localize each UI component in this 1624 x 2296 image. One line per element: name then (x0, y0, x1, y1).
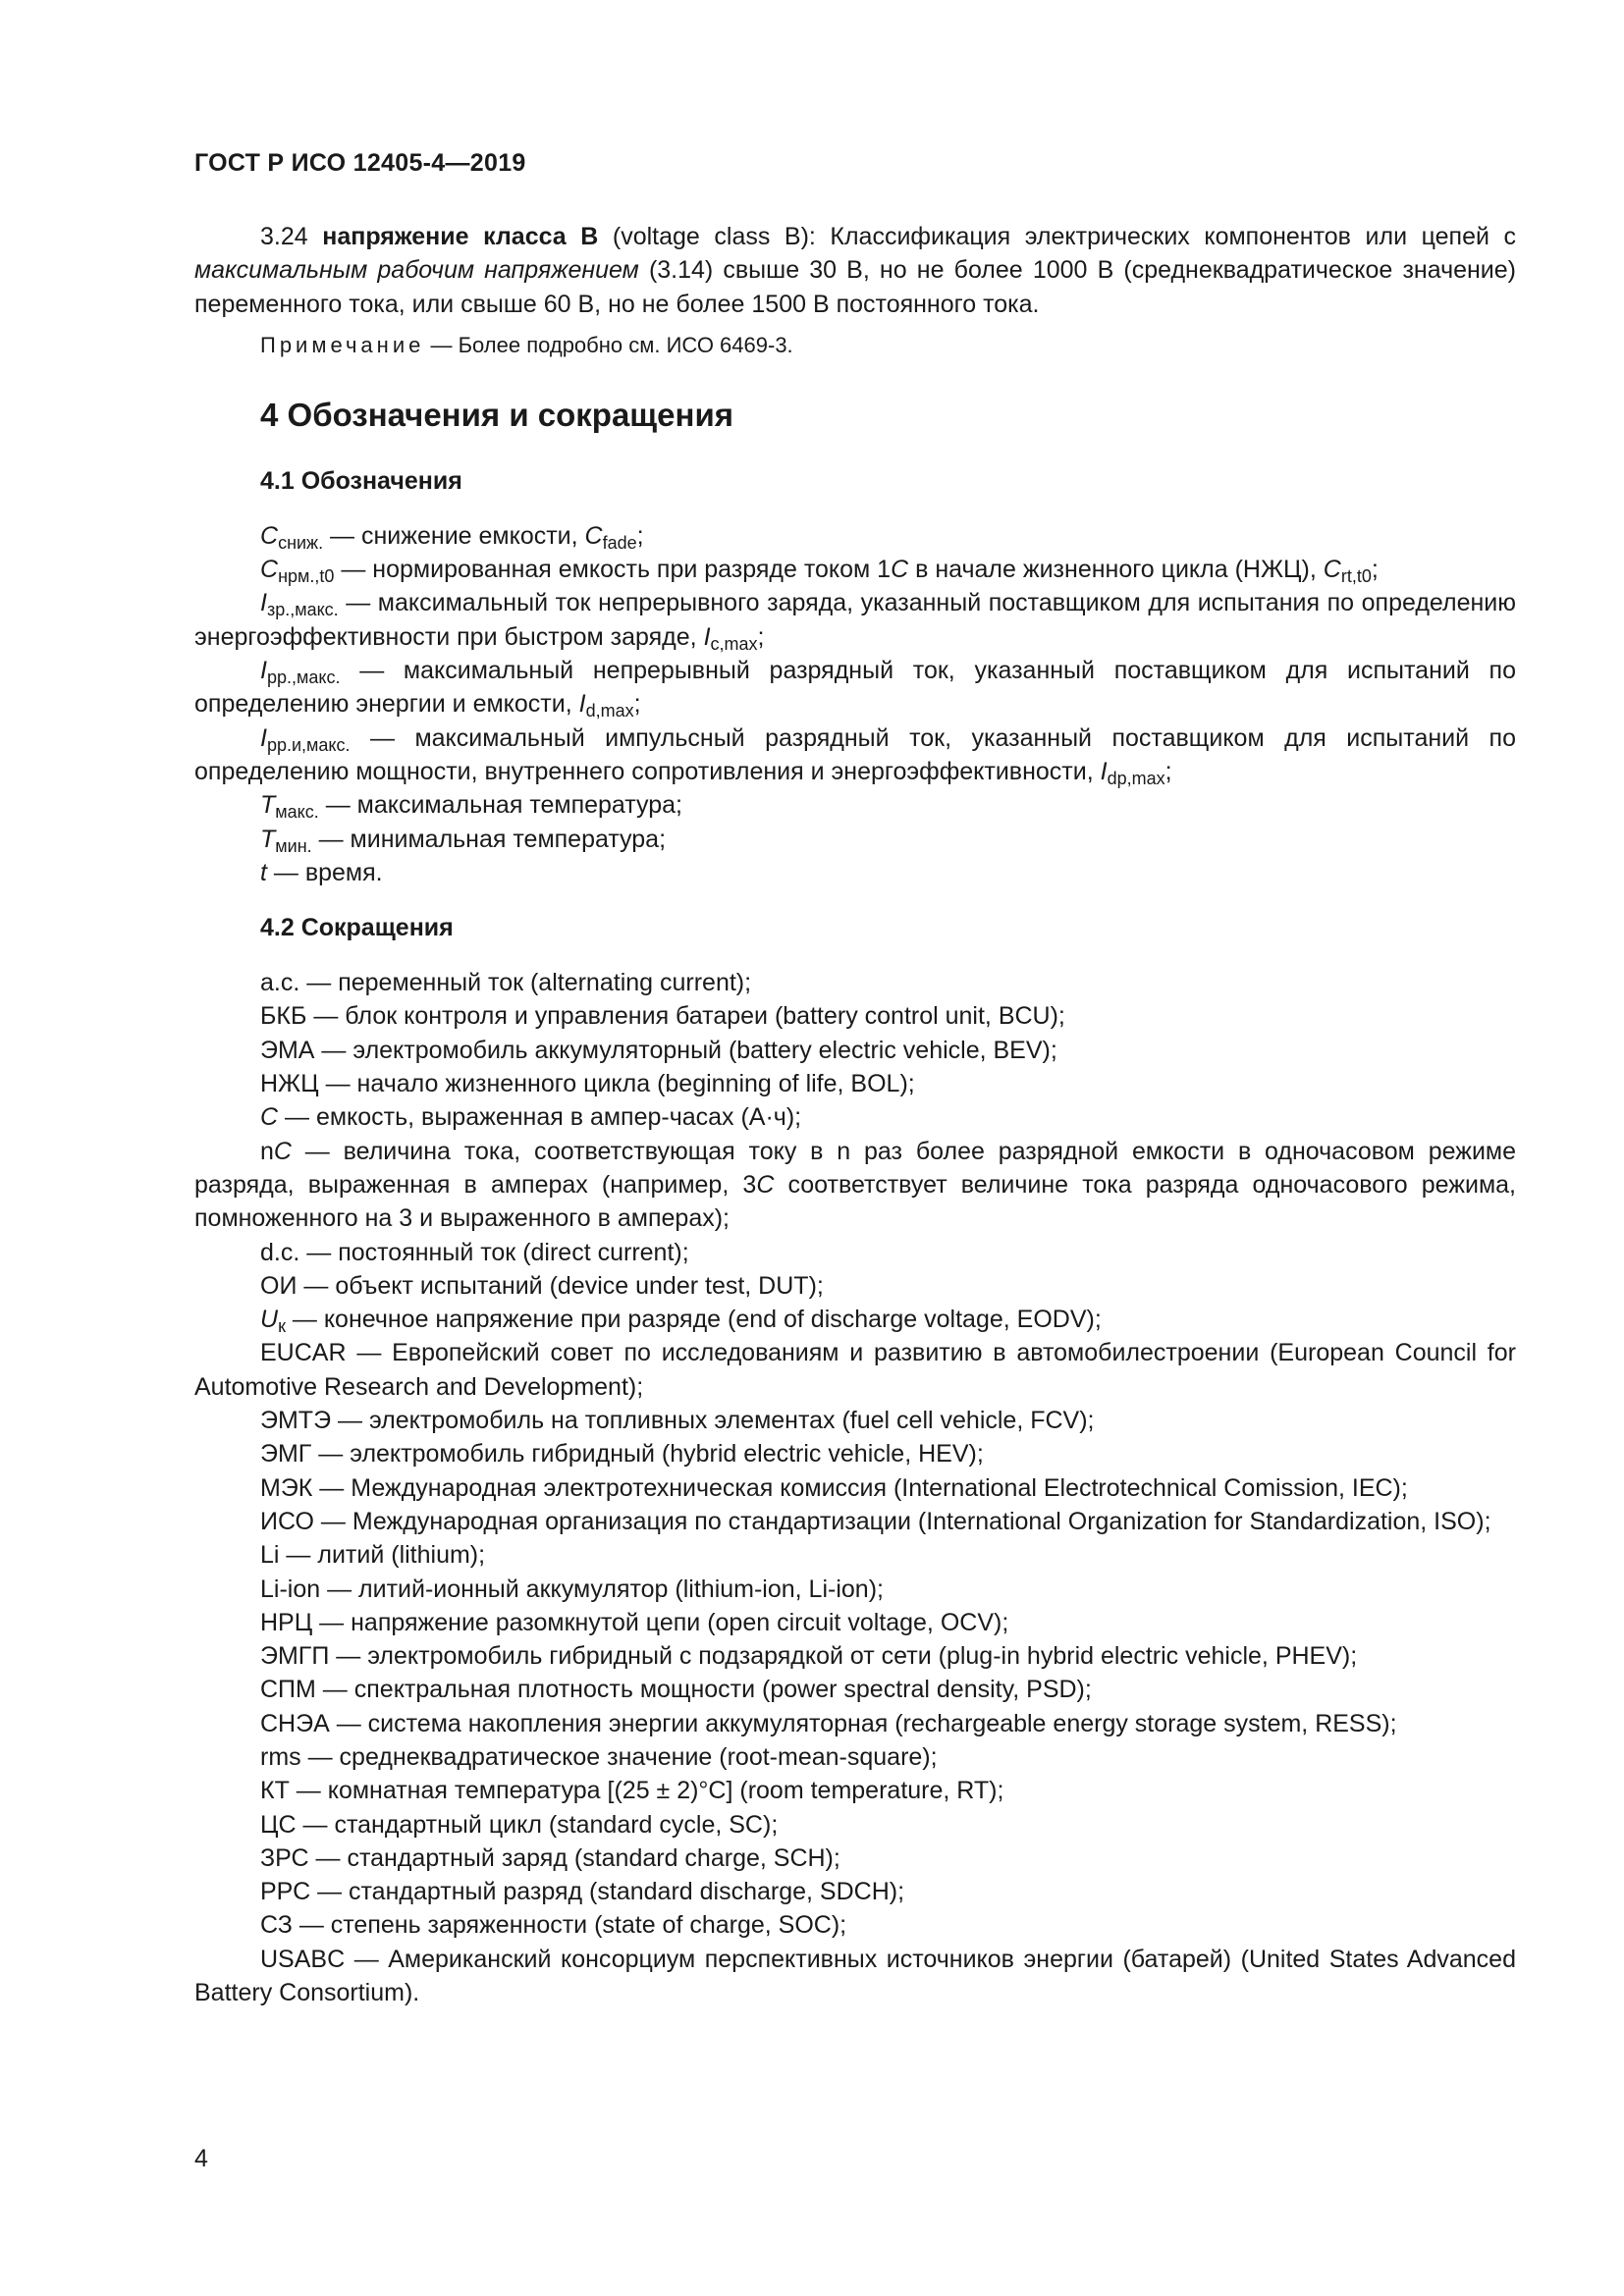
abbreviation-item (194, 1336, 1516, 1404)
symbol-subscript: макс. (275, 802, 319, 823)
abbreviation-item (194, 1303, 1516, 1336)
inline-symbol: C (891, 556, 909, 584)
abbreviation: НЖЦ (260, 1070, 319, 1098)
abbreviation-item (194, 1437, 1516, 1470)
symbol-item (194, 553, 1516, 586)
abbreviation-item (194, 1606, 1516, 1639)
abbreviation: СНЭА (260, 1709, 330, 1737)
abbreviation-definition: — емкость, выраженная в ампер-часах (А·ч); (278, 1103, 802, 1132)
abbreviation: ЗРС (260, 1843, 309, 1872)
clause-term: напряжение класса B (322, 223, 599, 250)
symbol-definition: — максимальный ток непрерывного заряда, указанный поставщиком для испытания по определению энергоэффективности при быстром заряде, (194, 589, 1516, 651)
abbreviation-item (194, 1639, 1516, 1673)
symbol-subscript: рр.,макс. (266, 667, 341, 688)
abbreviation-item (194, 1135, 1516, 1236)
abbreviation-item (194, 1908, 1516, 1942)
symbol: C (260, 556, 279, 584)
abbreviation-definition: — стандартный заряд (standard charge, SCH); (308, 1843, 840, 1872)
symbol-subscript: мин. (275, 835, 312, 856)
abbreviation-item (194, 1067, 1516, 1100)
abbreviation-definition: — комнатная температура [(25 ± 2)°С] (room temperature, RT); (289, 1777, 1004, 1805)
clause-text-1: Классификация электрических компонентов или цепей с (830, 223, 1516, 250)
abbreviation-subscript: к (278, 1316, 286, 1337)
note-text: — Более подробно см. ИСО 6469-3. (430, 332, 793, 357)
abbreviation-item (194, 1034, 1516, 1067)
abbreviation: a.c. (260, 969, 300, 997)
abbreviation-definition: — литий (lithium); (279, 1541, 486, 1570)
symbol-alt-subscript: c,max (710, 633, 758, 654)
abbreviation-item (194, 1673, 1516, 1706)
symbol-item (194, 823, 1516, 856)
abbreviation: ИСО (260, 1507, 314, 1535)
abbreviation-definition: — постоянный ток (direct current); (299, 1238, 689, 1266)
symbol-end: ; (1371, 556, 1379, 584)
symbol-end: ; (636, 521, 644, 550)
abbreviation: ОИ (260, 1271, 298, 1300)
abbreviation-definition: — электромобиль гибридный с подзарядкой от сети (plug-in hybrid electric vehicle, PHEV); (329, 1642, 1358, 1671)
symbol-definition: — максимальная температура; (318, 791, 682, 820)
abbreviation-item (194, 1505, 1516, 1538)
symbols-list (194, 519, 1516, 889)
symbol-subscript: зр.,макс. (266, 600, 339, 620)
symbol-item (194, 721, 1516, 789)
abbreviation: ЭМА (260, 1036, 315, 1064)
abbreviation-item (194, 1471, 1516, 1505)
abbreviation-definition: — стандартный разряд (standard discharge, SDCH); (310, 1878, 905, 1906)
symbol-item (194, 519, 1516, 553)
abbreviation-item (194, 1707, 1516, 1740)
abbreviation-definition: — конечное напряжение при разряде (end of discharge voltage, EODV); (285, 1306, 1102, 1334)
abbreviation-item (194, 1269, 1516, 1303)
abbreviation: rms (260, 1742, 301, 1771)
abbreviation-definition: — блок контроля и управления батареи (battery control unit, BCU); (306, 1002, 1065, 1031)
abbreviation: СЗ (260, 1911, 293, 1940)
symbol-alt: C (584, 521, 603, 550)
abbreviation-definition: — переменный ток (alternating current); (299, 969, 752, 997)
symbol-definition: — нормированная емкость при разряде током 1 (334, 556, 892, 584)
abbreviation: Li (260, 1541, 280, 1570)
symbol-alt-subscript: d,max (585, 701, 634, 721)
inline-symbol: C (756, 1170, 775, 1199)
symbol-item (194, 856, 1516, 889)
abbreviation-item (194, 1573, 1516, 1606)
section-4-2-title: 4.2 Сокращения (260, 914, 454, 942)
section-4-1-title: 4.1 Обозначения (260, 466, 462, 495)
abbreviation-definition: — стандартный цикл (standard cycle, SC); (296, 1810, 779, 1839)
symbol: I (260, 723, 267, 752)
abbreviation-definition: — среднеквадратическое значение (root-mean-square); (300, 1742, 938, 1771)
symbol-alt-subscript: dp,max (1107, 768, 1165, 788)
abbreviation: EUCAR (260, 1339, 347, 1367)
abbreviation-definition: — начало жизненного цикла (beginning of life, BOL); (318, 1070, 915, 1098)
symbol: T (260, 791, 276, 820)
section-4-title: 4 Обозначения и сокращения (260, 396, 733, 433)
abbreviation-item (194, 999, 1516, 1033)
abbreviation-item (194, 1875, 1516, 1908)
abbreviation-item (194, 1236, 1516, 1269)
abbreviation: d.c. (260, 1238, 300, 1266)
abbreviation: ЭМГП (260, 1642, 330, 1671)
abbreviation: НРЦ (260, 1608, 313, 1636)
abbreviation: ЦС (260, 1810, 297, 1839)
abbreviation: МЭК (260, 1473, 313, 1502)
clause-term-en: (voltage class B): (612, 223, 816, 250)
abbreviation-definition: — напряжение разомкнутой цепи (open circuit voltage, OCV); (312, 1608, 1009, 1636)
abbreviation-definition: — степень заряженности (state of charge, SOC); (292, 1911, 847, 1940)
symbol-definition: — максимальный непрерывный разрядный ток, указанный поставщиком для испытаний по определению энергии и емкости, (194, 657, 1516, 719)
abbreviation-italic: C (260, 1103, 279, 1132)
abbreviation-definition: — Международная электротехническая комиссия (International Electrotechnical Comission, IEC); (312, 1473, 1408, 1502)
symbol-end: ; (1164, 757, 1172, 785)
symbol-definition: — время. (266, 858, 383, 886)
abbreviation-item (194, 1943, 1516, 2010)
symbol-subscript: рр.и,макс. (266, 734, 351, 755)
abbreviation: БКБ (260, 1002, 307, 1031)
symbol-alt: I (703, 622, 711, 651)
symbol-item (194, 788, 1516, 822)
clause-text-2: (3.14) свыше 30 В, но не более 1000 В (среднеквадратическое значение) переменного тока, или свыше 60 В, но не более 1500 В постоянного тока. (194, 256, 1516, 318)
symbol-end: ; (757, 622, 765, 651)
note-label: Примечание (260, 332, 425, 357)
abbreviation-definition: — Международная организация по стандартизации (International Organization for Standardization, ISO); (313, 1507, 1491, 1535)
abbreviation-item (194, 966, 1516, 999)
symbol-subscript: нрм.,t0 (278, 566, 335, 587)
symbol-definition-cont: в начале жизненного цикла (НЖЦ), (908, 556, 1324, 584)
abbreviation: РРС (260, 1878, 311, 1906)
symbol-alt: I (578, 690, 586, 719)
symbol-item (194, 654, 1516, 721)
abbreviation-definition: — спектральная плотность мощности (power spectral density, PSD); (315, 1676, 1092, 1704)
abbreviation: Li-ion (260, 1575, 321, 1603)
abbreviation-item (194, 1100, 1516, 1134)
page-content (194, 220, 1516, 2009)
clause-3-24 (194, 220, 1516, 321)
note (194, 329, 1516, 362)
symbol: I (260, 657, 267, 685)
abbreviation-definition: — величина тока, соответствующая току в n раз более разрядной емкости в одночасовом режиме разряда, выраженная в амперах (например, 3 (194, 1137, 1516, 1199)
abbreviation-definition: — Американский консорциум перспективных источников энергии (батарей) (United States Advanced Battery Consortium). (194, 1945, 1516, 2007)
abbreviation-definition: — электромобиль гибридный (hybrid electric vehicle, HEV); (311, 1440, 984, 1468)
abbreviation-definition: — объект испытаний (device under test, DUT); (297, 1271, 824, 1300)
symbol: T (260, 825, 276, 853)
abbreviation-item (194, 1774, 1516, 1807)
symbol-alt-subscript: rt,t0 (1340, 566, 1372, 587)
abbreviation-item (194, 1740, 1516, 1774)
symbol-definition: — минимальная температура; (311, 825, 667, 853)
abbreviation: КТ (260, 1777, 290, 1805)
abbreviation: ЭМТЭ (260, 1407, 332, 1435)
page-number: 4 (194, 2145, 208, 2172)
abbreviation-item (194, 1538, 1516, 1572)
symbol-alt: C (1323, 556, 1341, 584)
symbol-alt: I (1100, 757, 1108, 785)
abbreviation-definition: — электромобиль на топливных элементах (fuel cell vehicle, FCV); (331, 1407, 1095, 1435)
abbreviation-definition: — литий-ионный аккумулятор (lithium-ion, Li-ion); (320, 1575, 884, 1603)
abbreviation-definition: — система накопления энергии аккумуляторная (rechargeable energy storage system, RESS); (329, 1709, 1397, 1737)
abbreviation-item (194, 1808, 1516, 1842)
clause-number: 3.24 (260, 223, 308, 250)
abbreviation-definition-cont: соответствует величине тока разряда одночасового режима, помноженного на 3 и выраженного в амперах); (194, 1170, 1516, 1233)
abbreviations-list (194, 966, 1516, 2009)
symbol: C (260, 521, 279, 550)
symbol: t (260, 858, 267, 886)
abbreviation-definition: — электромобиль аккумуляторный (battery electric vehicle, BEV); (314, 1036, 1057, 1064)
symbol: I (260, 589, 267, 617)
symbol-item (194, 586, 1516, 654)
symbol-subscript: сниж. (278, 532, 324, 553)
document-header: ГОСТ Р ИСО 12405-4—2019 (194, 149, 526, 177)
symbol-end: ; (633, 690, 641, 719)
abbreviation: СПМ (260, 1676, 316, 1704)
abbreviation-item (194, 1842, 1516, 1875)
clause-italic-ref: максимальным рабочим напряжением (194, 256, 639, 285)
abbreviation: n (260, 1137, 274, 1165)
abbreviation-italic: C (273, 1137, 292, 1165)
abbreviation-italic: U (260, 1306, 279, 1334)
abbreviation-item (194, 1404, 1516, 1437)
abbreviation: USABC (260, 1945, 346, 1973)
symbol-alt-subscript: fade (602, 532, 637, 553)
symbol-definition: — снижение емкости, (323, 521, 585, 550)
symbol-definition: — максимальный импульсный разрядный ток, указанный поставщиком для испытаний по определению мощности, внутреннего сопротивления и энергоэффективности, (194, 723, 1516, 785)
abbreviation-definition: — Европейский совет по исследованиям и развитию в автомобилестроении (European Council for Automotive Research and Development); (194, 1339, 1516, 1401)
abbreviation: ЭМГ (260, 1440, 312, 1468)
